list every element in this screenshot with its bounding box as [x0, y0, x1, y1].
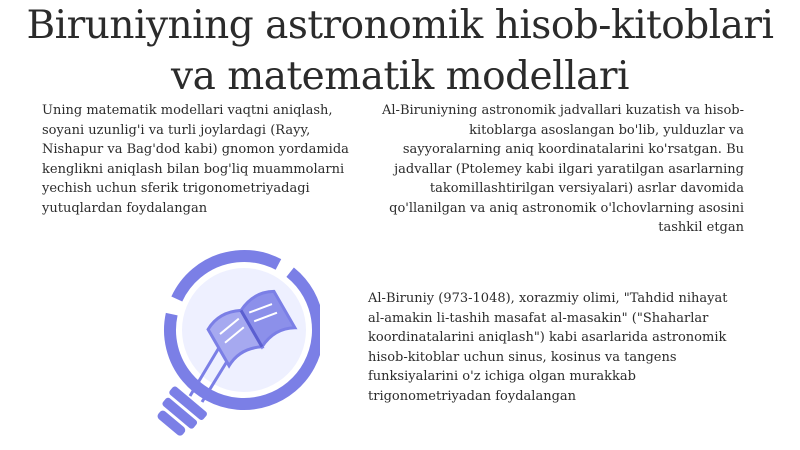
bottom-text-block: Al-Biruniy (973-1048), xorazmiy olimi, "Tahdid nihayat al-amakin li-tashih masafat al-masakin" ("Shaharlar koordinatalarini aniqlash") kabi asarlarida astronomik hisob-kitoblar uchun sinus, kosinus va tangens funksiyalarini o'z ichiga olgan murakkab trigonometriyadan foydalangan [368, 291, 728, 404]
lightbulb-book-icon [150, 246, 320, 446]
right-text-block: Al-Biruniyning astronomik jadvallari kuzatish va hisob-kitoblarga asoslangan bo'lib, yulduzlar va sayyoralarning aniq koordinatalarini ko'rsatgan. Bu jadvallar (Ptolemey kabi ilgari yaratilgan asarlarning takomillashtirilgan versiyalari) asrlar davomida qo'llanilgan va aniq astronomik o'lchovlarning asosini tashkil etgan [382, 103, 744, 235]
left-text-block: Uning matematik modellari vaqtni aniqlash, soyani uzunlig'i va turli joylardagi (Rayy, Nishapur va Bag'dod kabi) gnomon yordamida kenglikni aniqlash bilan bog'liq muammolarni yechish uchun sferik trigonometriyadagi yutuqlardan foydalangan [42, 103, 349, 216]
slide-title: Biruniyning astronomik hisob-kitoblari va matematik modellari [26, 3, 774, 99]
